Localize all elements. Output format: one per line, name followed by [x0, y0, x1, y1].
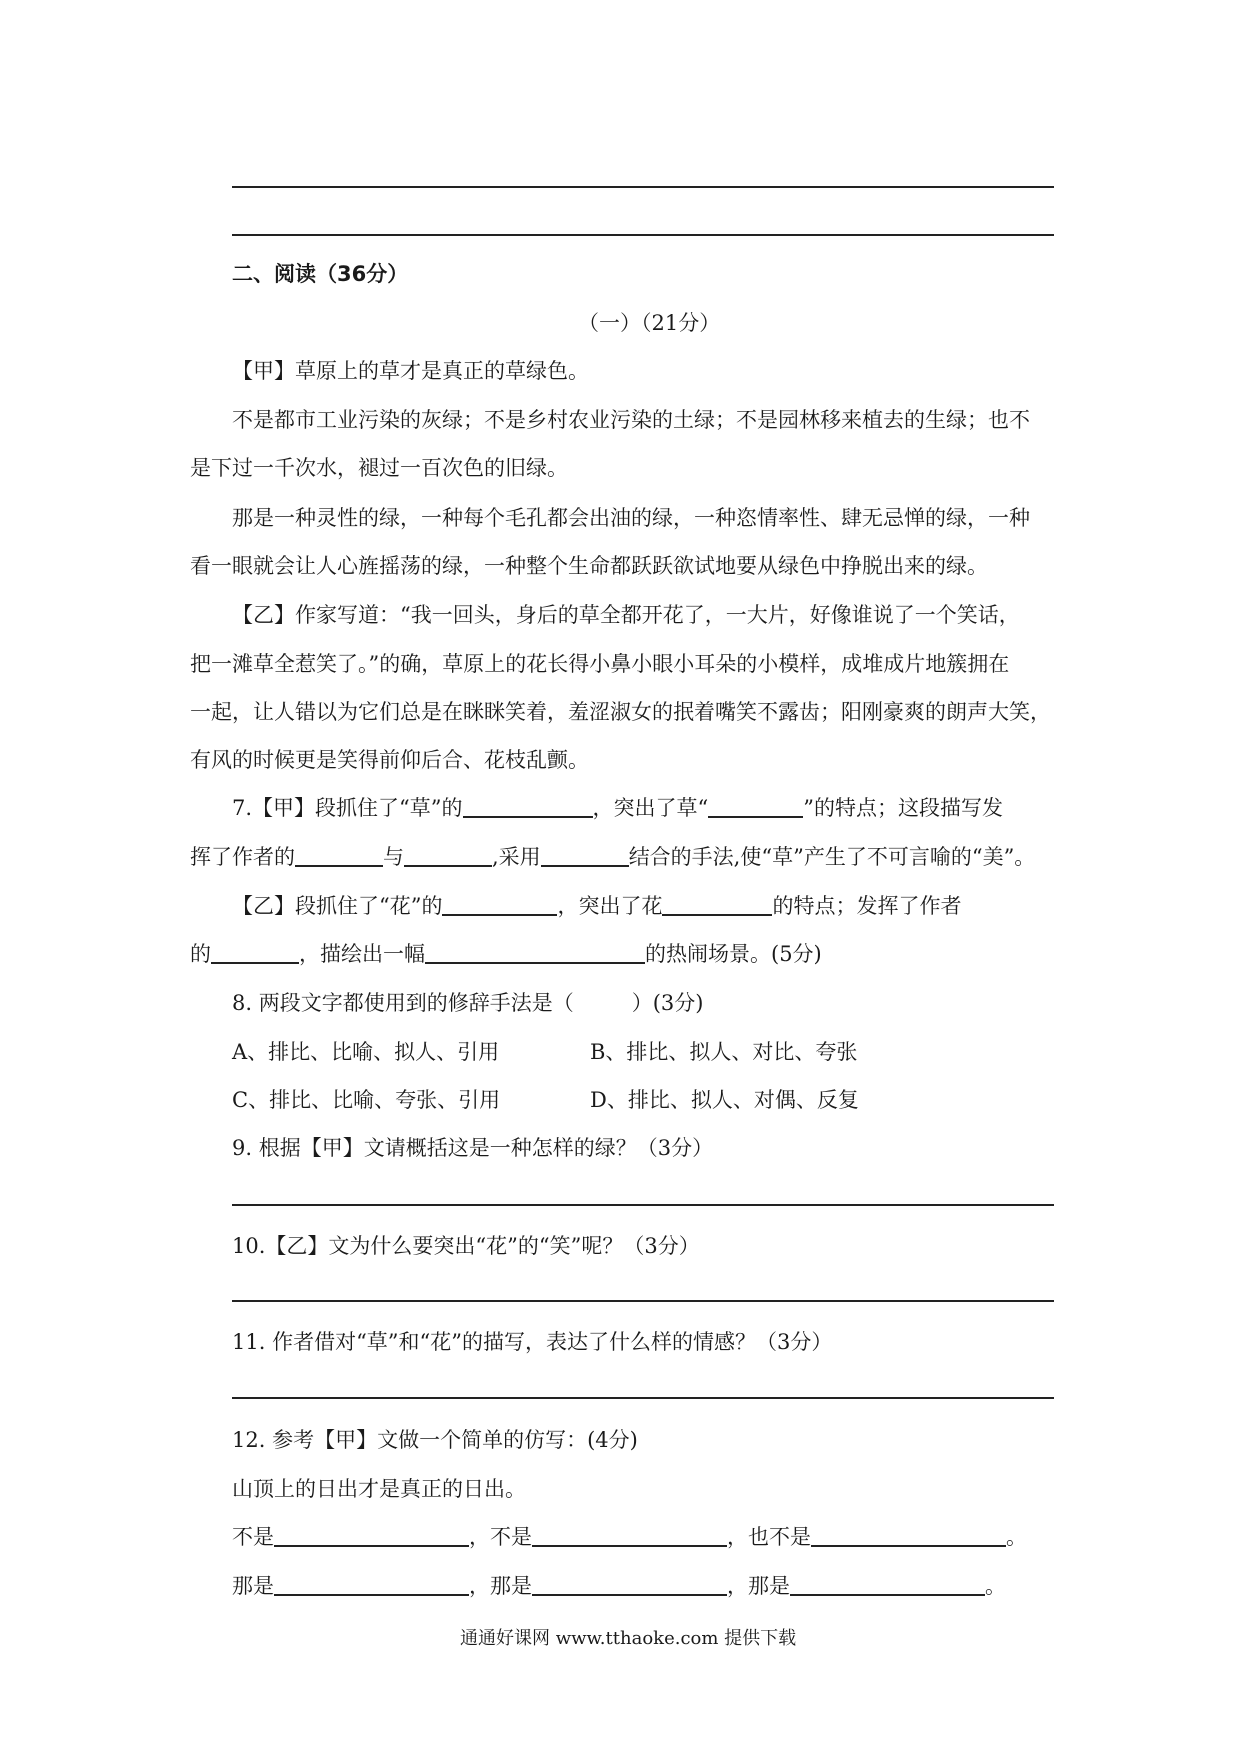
fill-blank[interactable]	[274, 1572, 469, 1596]
page-footer: 通通好课网 www.tthaoke.com 提供下载	[460, 1628, 797, 1649]
question-7-line: 【乙】段抓住了“花”的 ，突出了花 的特点；发挥了作者	[232, 894, 962, 918]
question-11-stem: 11. 作者借对“草”和“花”的描写，表达了什么样的情感？（3分）	[232, 1330, 833, 1354]
answer-line[interactable]	[232, 1204, 1054, 1206]
fill-blank[interactable]	[532, 1523, 727, 1547]
question-12-stem: 12. 参考【甲】文做一个简单的仿写：(4分)	[232, 1428, 638, 1452]
passage-yi-line: 把一滩草全惹笑了。”的确，草原上的花长得小鼻小眼小耳朵的小模样，成堆成片地簇拥在	[190, 652, 1010, 676]
fill-blank[interactable]	[811, 1523, 1006, 1547]
passage-yi-line: 一起，让人错以为它们总是在眯眯笑着，羞涩淑女的抿着嘴笑不露齿；阳刚豪爽的朗声大笑，	[190, 700, 1051, 724]
passage-line: 看一眼就会让人心旌摇荡的绿，一种整个生命都跃跃欲试地要从绿色中挣脱出来的绿。	[190, 554, 988, 578]
fill-blank[interactable]	[532, 1572, 727, 1596]
question-9-stem: 9. 根据【甲】文请概括这是一种怎样的绿？（3分）	[232, 1136, 714, 1160]
fill-blank[interactable]	[295, 843, 383, 867]
answer-line[interactable]	[232, 1300, 1054, 1302]
passage-line: 是下过一千次水，褪过一百次色的旧绿。	[190, 456, 568, 480]
option-c: C、排比、比喻、夸张、引用	[232, 1088, 501, 1112]
sub-heading: （一）（21分）	[578, 311, 721, 335]
option-a: A、排比、比喻、拟人、引用	[232, 1040, 500, 1064]
option-b: B、排比、拟人、对比、夸张	[590, 1040, 858, 1064]
fill-blank[interactable]	[463, 794, 593, 818]
question-7-line: 7.【甲】段抓住了“草”的 ，突出了草“ ”的特点；这段描写发	[232, 796, 1004, 820]
passage-yi-line: 有风的时候更是笑得前仰后合、花枝乱颤。	[190, 748, 589, 772]
fill-blank[interactable]	[211, 940, 299, 964]
fill-blank[interactable]	[425, 940, 645, 964]
fill-blank[interactable]	[541, 843, 629, 867]
passage-jia-title: 【甲】草原上的草才是真正的草绿色。	[232, 359, 589, 383]
question-10-stem: 10.【乙】文为什么要突出“花”的“笑”呢？（3分）	[232, 1234, 700, 1258]
answer-line[interactable]	[232, 1397, 1054, 1399]
answer-line	[232, 234, 1054, 236]
question-8-stem: 8. 两段文字都使用到的修辞手法是（ ）(3分)	[232, 991, 704, 1015]
section-heading: 二、阅读（36分）	[232, 262, 409, 286]
imitation-row: 不是 ，不是 ，也不是 。	[232, 1525, 1027, 1549]
fill-blank[interactable]	[790, 1572, 985, 1596]
passage-line: 那是一种灵性的绿，一种每个毛孔都会出油的绿，一种恣情率性、肆无忌惮的绿，一种	[232, 506, 1030, 530]
fill-blank[interactable]	[442, 892, 557, 916]
fill-blank[interactable]	[404, 843, 492, 867]
question-7-line: 的 ，描绘出一幅 的热闹场景。(5分)	[190, 942, 822, 966]
fill-blank[interactable]	[274, 1523, 469, 1547]
question-12-given: 山顶上的日出才是真正的日出。	[232, 1477, 526, 1501]
answer-line	[232, 186, 1054, 188]
option-d: D、排比、拟人、对偶、反复	[590, 1088, 859, 1112]
imitation-row: 那是 ，那是 ，那是 。	[232, 1574, 1006, 1598]
fill-blank[interactable]	[708, 794, 803, 818]
passage-yi-line: 【乙】作家写道：“我一回头，身后的草全都开花了，一大片，好像谁说了一个笑话，	[232, 603, 1020, 627]
fill-blank[interactable]	[662, 892, 772, 916]
passage-line: 不是都市工业污染的灰绿；不是乡村农业污染的土绿；不是园林移来植去的生绿；也不	[232, 408, 1030, 432]
question-7-line: 挥了作者的 与 ,采用 结合的手法,使“草”产生了不可言喻的“美”。	[190, 845, 1036, 869]
